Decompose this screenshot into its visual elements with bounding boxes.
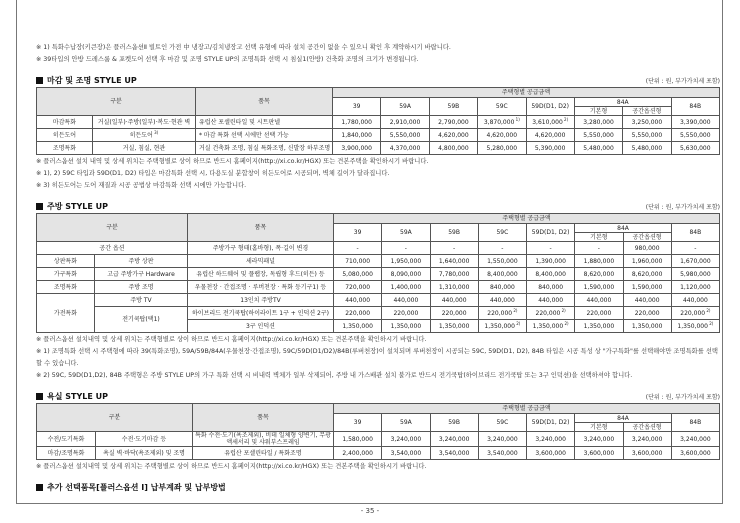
header-type: 59C: [478, 98, 526, 116]
table-cell: -: [382, 242, 430, 255]
table-cell: 1,960,000: [623, 255, 671, 268]
table-cell: 220,000: [623, 307, 671, 320]
table-cell: 4,370,000: [381, 142, 429, 155]
header-category: 구분: [37, 214, 188, 242]
table-cell: 1,350,000: [430, 320, 478, 333]
footnote-marker: 2): [512, 307, 518, 313]
footnote-marker: 2): [560, 307, 566, 313]
table-cell: 1,780,000: [333, 116, 381, 129]
table-row: [37, 281, 720, 294]
table-cell: -: [334, 242, 382, 255]
header-subtype: 기본형: [575, 423, 623, 432]
table-cell: 220,000: [575, 307, 623, 320]
table-cell: 840,000: [527, 281, 575, 294]
table-row: [37, 432, 720, 447]
table-cell: 5,390,000: [526, 142, 574, 155]
table-cell: 3,870,000 $^{1)}$: [478, 116, 526, 129]
table-cell: 유럽산 하드웨어 및 플랩장, 독립형 후드(히든) 등: [188, 268, 334, 281]
header-category: 구분: [37, 404, 193, 432]
header-type: 84B: [671, 98, 719, 116]
note: ※ 플러스옵션 설치내역 및 상세 위치는 주택형별로 상이 하므로 반드시 홈페이지(http://xi.co.kr/HGX) 또는 견본주택을 확인하시기 바랍니다.: [36, 336, 427, 343]
unit-label: (단위 : 원, 부가가치세 포함): [645, 78, 720, 85]
table-cell: -: [527, 242, 575, 255]
table-cell: 1,350,000: [623, 320, 671, 333]
section-heading-bathroom: [36, 392, 108, 402]
table-cell: 1,350,000: [334, 320, 382, 333]
table-cell: 5,080,000: [334, 268, 382, 281]
table-cell: 조명특화: [37, 281, 95, 294]
table-cell: 1,640,000: [430, 255, 478, 268]
table-cell: 440,000: [430, 294, 478, 307]
header-type: 59D(D1, D2): [526, 98, 574, 116]
footnote-marker: 2): [705, 307, 711, 313]
square-bullet-icon: [36, 203, 43, 210]
table-cell: 440,000: [623, 294, 671, 307]
table-cell: 3,240,000: [478, 432, 526, 447]
footnote-marker: 2): [707, 320, 714, 326]
footnote-marker: 3): [152, 129, 159, 135]
table-cell: 3,600,000: [575, 447, 623, 460]
table-cell: 3,240,000: [671, 432, 719, 447]
header-type: 84A: [575, 224, 672, 233]
header-type: 84B: [671, 414, 719, 432]
table-cell: 수전·도기마감 등: [96, 432, 193, 447]
table-row: [37, 116, 720, 129]
table-cell: -: [671, 242, 719, 255]
table-cell: 1,590,000: [623, 281, 671, 294]
table-cell: 720,000: [334, 281, 382, 294]
section-heading-finish-lighting: [36, 76, 137, 86]
table-cell: 1,120,000: [671, 281, 719, 294]
square-bullet-icon: [36, 393, 43, 400]
header-item: 품목: [188, 214, 334, 242]
header-item: 품목: [196, 88, 333, 116]
table-cell: 4,800,000: [429, 142, 477, 155]
table-cell: 3,240,000: [575, 432, 623, 447]
table-cell: 상판특화: [37, 255, 95, 268]
table-cell: 8,620,000: [575, 268, 623, 281]
table-cell: 440,000: [671, 294, 719, 307]
table-cell: 3,610,000 $^{2)}$: [526, 116, 574, 129]
table-cell: 980,000: [623, 242, 671, 255]
table-cell: 1,400,000: [382, 281, 430, 294]
top-note-2: ※ 39타입의 안방 드레스룸 & 포켓도어 선택 후 마감 및 조명 STYLE UP의 조명특화 선택 시 침실1(안방) 건축화 조명의 크기가 변경됩니다.: [36, 56, 419, 63]
table-cell: 전기쿡탑(택1): [95, 307, 188, 333]
header-type: 59A: [382, 224, 430, 242]
header-type: 39: [333, 98, 381, 116]
table-cell: 공간 옵션: [37, 242, 188, 255]
table-cell: 우물천장 · 간접조명 · 루버천장 · 특화 등기구1) 등: [188, 281, 334, 294]
table-cell: 주방 상판: [95, 255, 188, 268]
table-cell: 1,350,000: [382, 320, 430, 333]
table-cell: 440,000: [334, 294, 382, 307]
table-cell: 440,000: [478, 294, 526, 307]
section-title: 주방 STYLE UP: [47, 202, 108, 211]
table-row: [37, 255, 720, 268]
note: ※ 플러스옵션 설치내역 및 상세 위치는 주택형별로 상이 하므로 반드시 홈페이지(http://xi.co.kr/HGX) 또는 견본주택을 확인하시기 바랍니다.: [36, 463, 427, 470]
header-type: 59D(D1, D2): [527, 414, 575, 432]
table-row: [37, 268, 720, 281]
table-cell: 1,950,000: [382, 255, 430, 268]
table-cell: 3,280,000: [574, 116, 622, 129]
table-cell: 220,000 $^{2)}$: [671, 307, 719, 320]
table-cell: 유럽산 포셀린타일 및 시트판넬: [196, 116, 333, 129]
note: ※ 플러스옵션 설치 내역 및 상세 위치는 주택형별로 상이 하므로 반드시 홈페이지(http://xi.co.kr/HGX) 또는 견본주택을 확인하시기 바랍니다.: [36, 158, 429, 165]
table-cell: 1,350,000 $^{2)}$: [671, 320, 719, 333]
table-cell: 220,000: [430, 307, 478, 320]
header-price-group: 주택형별 공급금액: [334, 214, 720, 224]
table-cell: 1,670,000: [671, 255, 719, 268]
table-cell: 1,550,000: [478, 255, 526, 268]
table-cell: * 마감 특화 선택 시에만 선택 가능: [196, 129, 333, 142]
section-heading-kitchen: [36, 202, 108, 212]
table-cell: 8,400,000: [478, 268, 526, 281]
header-type: 59C: [478, 224, 526, 242]
table-cell: 2,910,000: [381, 116, 429, 129]
table-cell: 1,590,000: [575, 281, 623, 294]
table-cell: 마감/조명특화: [37, 447, 96, 460]
table-cell: 5,630,000: [671, 142, 719, 155]
table-cell: 3,250,000: [623, 116, 671, 129]
table-cell: 마감특화: [37, 116, 93, 129]
table-cell: 5,980,000: [671, 268, 719, 281]
table-cell: 2,400,000: [334, 447, 382, 460]
table-cell: 3,240,000: [382, 432, 430, 447]
unit-label: (단위 : 원, 부가가치세 포함): [645, 394, 720, 401]
table-cell: 4,620,000: [478, 129, 526, 142]
table-cell: 220,000: [334, 307, 382, 320]
table-cell: 1,390,000: [527, 255, 575, 268]
table-cell: 8,090,000: [382, 268, 430, 281]
header-type: 84A: [574, 98, 671, 107]
header-type: 84B: [671, 224, 719, 242]
page-number: - 35 -: [360, 507, 380, 515]
table-cell: 4,620,000: [526, 129, 574, 142]
section-title: 욕실 STYLE UP: [47, 392, 108, 401]
table-cell: 4,620,000: [429, 129, 477, 142]
table-cell: 유럽산 포셀린타일 / 특화조명: [193, 447, 334, 460]
table-cell: 2,790,000: [429, 116, 477, 129]
table-cell: -: [575, 242, 623, 255]
footnote-marker: 2): [514, 320, 521, 326]
header-subtype: 공간옵션형: [623, 233, 671, 242]
header-item: 품목: [193, 404, 334, 432]
table-cell: 220,000 $^{2)}$: [478, 307, 526, 320]
header-type: 39: [334, 224, 382, 242]
table-cell: 8,620,000: [623, 268, 671, 281]
footnote-marker: 2): [562, 116, 569, 122]
table-cell: 히든도어 $^{3)}$: [93, 129, 196, 142]
header-row: [37, 88, 720, 98]
table-cell: 가전특화: [37, 294, 95, 333]
table-cell: 1,840,000: [333, 129, 381, 142]
square-bullet-icon: [36, 484, 43, 491]
table-cell: 5,480,000: [623, 142, 671, 155]
header-type: 59B: [429, 98, 477, 116]
bathroom-price-table: [36, 403, 720, 460]
table-cell: 거실 건축화 조명, 침실 특화조명, 신발장 하부조명: [196, 142, 333, 155]
table-cell: 1,880,000: [575, 255, 623, 268]
table-cell: 주방 TV: [95, 294, 188, 307]
table-cell: 5,550,000: [381, 129, 429, 142]
table-cell: 7,780,000: [430, 268, 478, 281]
header-type: 59B: [430, 414, 478, 432]
kitchen-price-table: [36, 213, 720, 333]
table-cell: 220,000 $^{2)}$: [527, 307, 575, 320]
note: ※ 1) 조명특화 선택 시 주택형에 따라 39(특화조명), 59A/59B/84A(우물천장·간접조명), 59C/59D(D1/D2)/84B(루버천장)이 설치되며 루버천장이 시공되는 59C, 59D(D1, D2), 84B 타입은 시공 특성 상 "가구특화"를 선택해야만 조명특화를 선택할 수 있습니다.: [36, 348, 718, 367]
table-cell: 3,240,000: [430, 432, 478, 447]
header-subtype: 공간옵션형: [623, 423, 671, 432]
section-title: 마감 및 조명 STYLE UP: [47, 76, 137, 85]
table-cell: 1,310,000: [430, 281, 478, 294]
section-title: 추가 선택품목[플러스옵션 Ⅰ] 납부계좌 및 납부방법: [47, 483, 226, 492]
table-cell: 5,480,000: [574, 142, 622, 155]
table-cell: 히든도어: [37, 129, 93, 142]
header-type: 59C: [478, 414, 526, 432]
table-cell: 710,000: [334, 255, 382, 268]
table-cell: 13인치 주방TV: [188, 294, 334, 307]
table-cell: 220,000: [382, 307, 430, 320]
table-cell: 3,240,000: [527, 432, 575, 447]
table-row: [37, 129, 720, 142]
table-cell: 5,550,000: [574, 129, 622, 142]
header-price-group: 주택형별 공급금액: [334, 404, 720, 414]
table-cell: 조명특화: [37, 142, 93, 155]
header-subtype: 기본형: [575, 233, 623, 242]
table-cell: 440,000: [382, 294, 430, 307]
table-cell: 주방가구 형태(홈바형), 폭·길이 변경: [188, 242, 334, 255]
table-cell: 세라믹패널: [188, 255, 334, 268]
section-heading-payment: [36, 483, 226, 493]
footnote-marker: 1): [514, 116, 520, 122]
table-cell: 440,000: [527, 294, 575, 307]
table-cell: 3,540,000: [382, 447, 430, 460]
table-cell: 거실, 침실, 현관: [93, 142, 196, 155]
table-cell: 5,550,000: [671, 129, 719, 142]
table-cell: 1,350,000 $^{2)}$: [478, 320, 526, 333]
table-row: [37, 294, 720, 307]
note: ※ 1), 2) 59C 타입과 59D(D1, D2) 타입은 마감특화 선택 시, 다용도실 분합창이 히든도어로 시공되며, 벽체 길이가 달라집니다.: [36, 170, 390, 177]
section-header-bathroom: [36, 388, 720, 402]
table-row: [37, 447, 720, 460]
table-cell: 하이브리드 전기쿡탑(하이라이트 1구 + 인덕션 2구): [188, 307, 334, 320]
table-cell: 수전/도기특화: [37, 432, 96, 447]
table-cell: 주방 조명: [95, 281, 188, 294]
header-subtype: 기본형: [574, 107, 622, 116]
table-cell: 840,000: [478, 281, 526, 294]
table-cell: 8,400,000: [527, 268, 575, 281]
section-header-finish-lighting: [36, 72, 720, 86]
header-subtype: 공간옵션형: [623, 107, 671, 116]
table-cell: 3,240,000: [623, 432, 671, 447]
table-cell: 3,540,000: [478, 447, 526, 460]
table-cell: 440,000: [575, 294, 623, 307]
note: ※ 3) 히든도어는 도어 재질과 시공 공법상 마감특화 선택 시에만 가능합니다.: [36, 182, 247, 189]
header-type: 59D(D1, D2): [527, 224, 575, 242]
table-cell: 특화 수전·도기(욕조제외), 비데 일체형 양변기, 무광 액세서리 및 샤워부스프레임: [193, 432, 334, 447]
header-type: 59A: [381, 98, 429, 116]
header-type: 84A: [575, 414, 672, 423]
footnote-marker: 2): [563, 320, 569, 326]
top-note-1: ※ 1) 특화수납장(키큰장)은 플러스옵션Ⅱ 빌트인 가전 中 냉장고/김치냉장고 선택 유형에 따라 설치 공간이 없을 수 있으니 확인 후 계약하시기 바랍니다.: [36, 44, 451, 51]
table-cell: 3,390,000: [671, 116, 719, 129]
table-row: [37, 142, 720, 155]
header-type: 59A: [382, 414, 430, 432]
unit-label: (단위 : 원, 부가가치세 포함): [645, 204, 720, 211]
header-type: 59B: [430, 224, 478, 242]
table-cell: -: [430, 242, 478, 255]
table-cell: 가구특화: [37, 268, 95, 281]
table-cell: 욕실 벽·바닥(욕조제외) 및 조명: [96, 447, 193, 460]
table-cell: 3,900,000: [333, 142, 381, 155]
finish-lighting-price-table: [36, 87, 720, 155]
header-row: [37, 404, 720, 414]
header-category: 구분: [37, 88, 196, 116]
section-header-kitchen: [36, 198, 720, 212]
header-type: 39: [334, 414, 382, 432]
table-cell: 1,580,000: [334, 432, 382, 447]
table-row: [37, 307, 720, 320]
section-header-payment: [36, 479, 720, 493]
table-cell: 5,550,000: [623, 129, 671, 142]
header-row: [37, 214, 720, 224]
table-cell: 3,600,000: [623, 447, 671, 460]
table-cell: 3,600,000: [527, 447, 575, 460]
page-content: [36, 42, 720, 493]
table-cell: 3구 인덕션: [188, 320, 334, 333]
table-cell: 3,540,000: [430, 447, 478, 460]
table-cell: 고급 주방가구 Hardware: [95, 268, 188, 281]
table-cell: 3,600,000: [671, 447, 719, 460]
table-cell: -: [478, 242, 526, 255]
square-bullet-icon: [36, 77, 43, 84]
note: ※ 2) 59C, 59D(D1,D2), 84B 주택형은 주방 STYLE UP의 가구 특화 선택 시 비내력 벽체가 일부 삭제되어, 주방 내 가스배관 설치 불가로 반드시 전기쿡탑(하이브리드 전기쿡탑 또는 3구 인덕션)을 선택하셔야 합니다.: [36, 372, 633, 379]
table-cell: 5,280,000: [478, 142, 526, 155]
table-cell: 거실(일부)·주방(일부)·복도·현관 벽: [93, 116, 196, 129]
table-cell: 1,350,000 $^{2)}$: [527, 320, 575, 333]
table-cell: 1,350,000: [575, 320, 623, 333]
header-price-group: 주택형별 공급금액: [333, 88, 720, 98]
table-row: [37, 242, 720, 255]
